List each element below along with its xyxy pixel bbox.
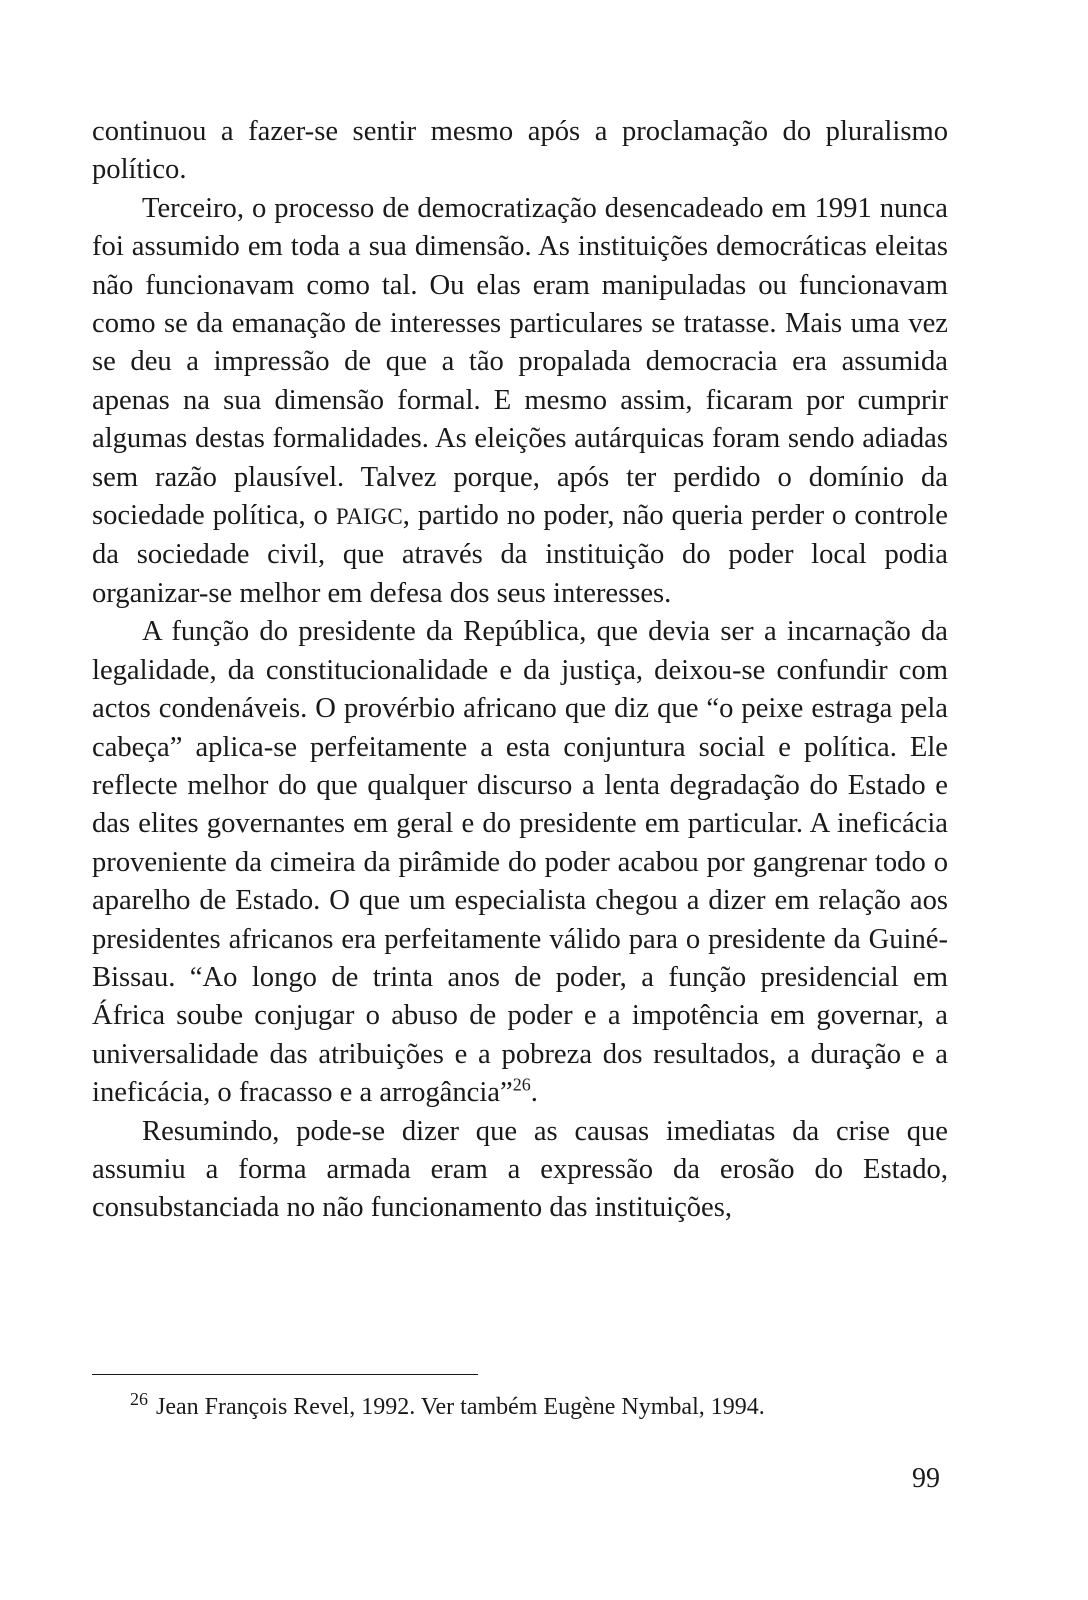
- paragraph-1: continuou a fazer-se sentir mesmo após a proclamação do pluralismo político.: [92, 116, 948, 186]
- footnote: [130, 1389, 890, 1422]
- paragraph-3-text: A função do presidente da República, que devia ser a incarnação da legalidade, da constitucionalidade e da justiça, deixou-se confundir com actos condenáveis. O provérbio africano que diz que “o peixe estraga pela cabeça” aplica-se perfeitamente a esta conjuntura social e política. Ele reflecte melhor do que qualquer discurso a lenta degradação do Estado e das elites governantes em geral e do presidente em particular. A ineficácia proveniente da cimeira da pirâmide do poder acabou por gangrenar todo o aparelho de Estado. O que um especialista chegou a dizer em relação aos presidentes africanos era perfeitamente válido para o presidente da Guiné-Bissau. “Ao longo de trinta anos de poder, a função presidencial em África soube conjugar o abuso de poder e a impotência em governar, a universalidade das atribuições e a pobreza dos resultados, a duração e a ineficácia, o fracasso e a arrogância”: [92, 616, 948, 1109]
- paragraph-2: [92, 190, 948, 613]
- paragraph-3-end: .: [530, 1077, 538, 1109]
- page-body: [92, 113, 948, 1228]
- paragraph-2-text-a: Terceiro, o processo de democratização desencadeado em 1991 nunca foi assumido em toda a sua dimensão. As instituições democráticas eleitas não funcionavam como tal. Ou elas eram manipuladas ou funcionavam como se da emanação de interesses particulares se tratasse. Mais uma vez se deu a impressão de que a tão propalada democracia era assumida apenas na sua dimensão formal. E mesmo assim, ficaram por cumprir algumas destas formalidades. As eleições autárquicas foram sendo adiadas sem razão plausível. Talvez porque, após ter perdido o domínio da sociedade política, o: [92, 192, 948, 532]
- paragraph-2-text-b: , partido no poder, não queria perder o controle da sociedade civil, que através da instituição do poder local podia organizar-se melhor em defesa dos seus interesses.: [92, 500, 949, 609]
- paigc-acronym: PAIGC: [335, 504, 403, 530]
- paragraph-3: [92, 613, 948, 1112]
- footnote-separator: [92, 1374, 478, 1375]
- footnote-reference: 26: [512, 1074, 531, 1095]
- paragraph-4: Resumindo, pode-se dizer que as causas imediatas da crise que assumiu a forma armada eram a expressão da erosão do Estado, consubstanciada no não funcionamento das instituições,: [92, 1115, 948, 1224]
- page-number: 99: [912, 1463, 940, 1494]
- footnote-text: Jean François Revel, 1992. Ver também Eugène Nymbal, 1994.: [156, 1394, 765, 1420]
- footnote-number: 26: [130, 1389, 148, 1409]
